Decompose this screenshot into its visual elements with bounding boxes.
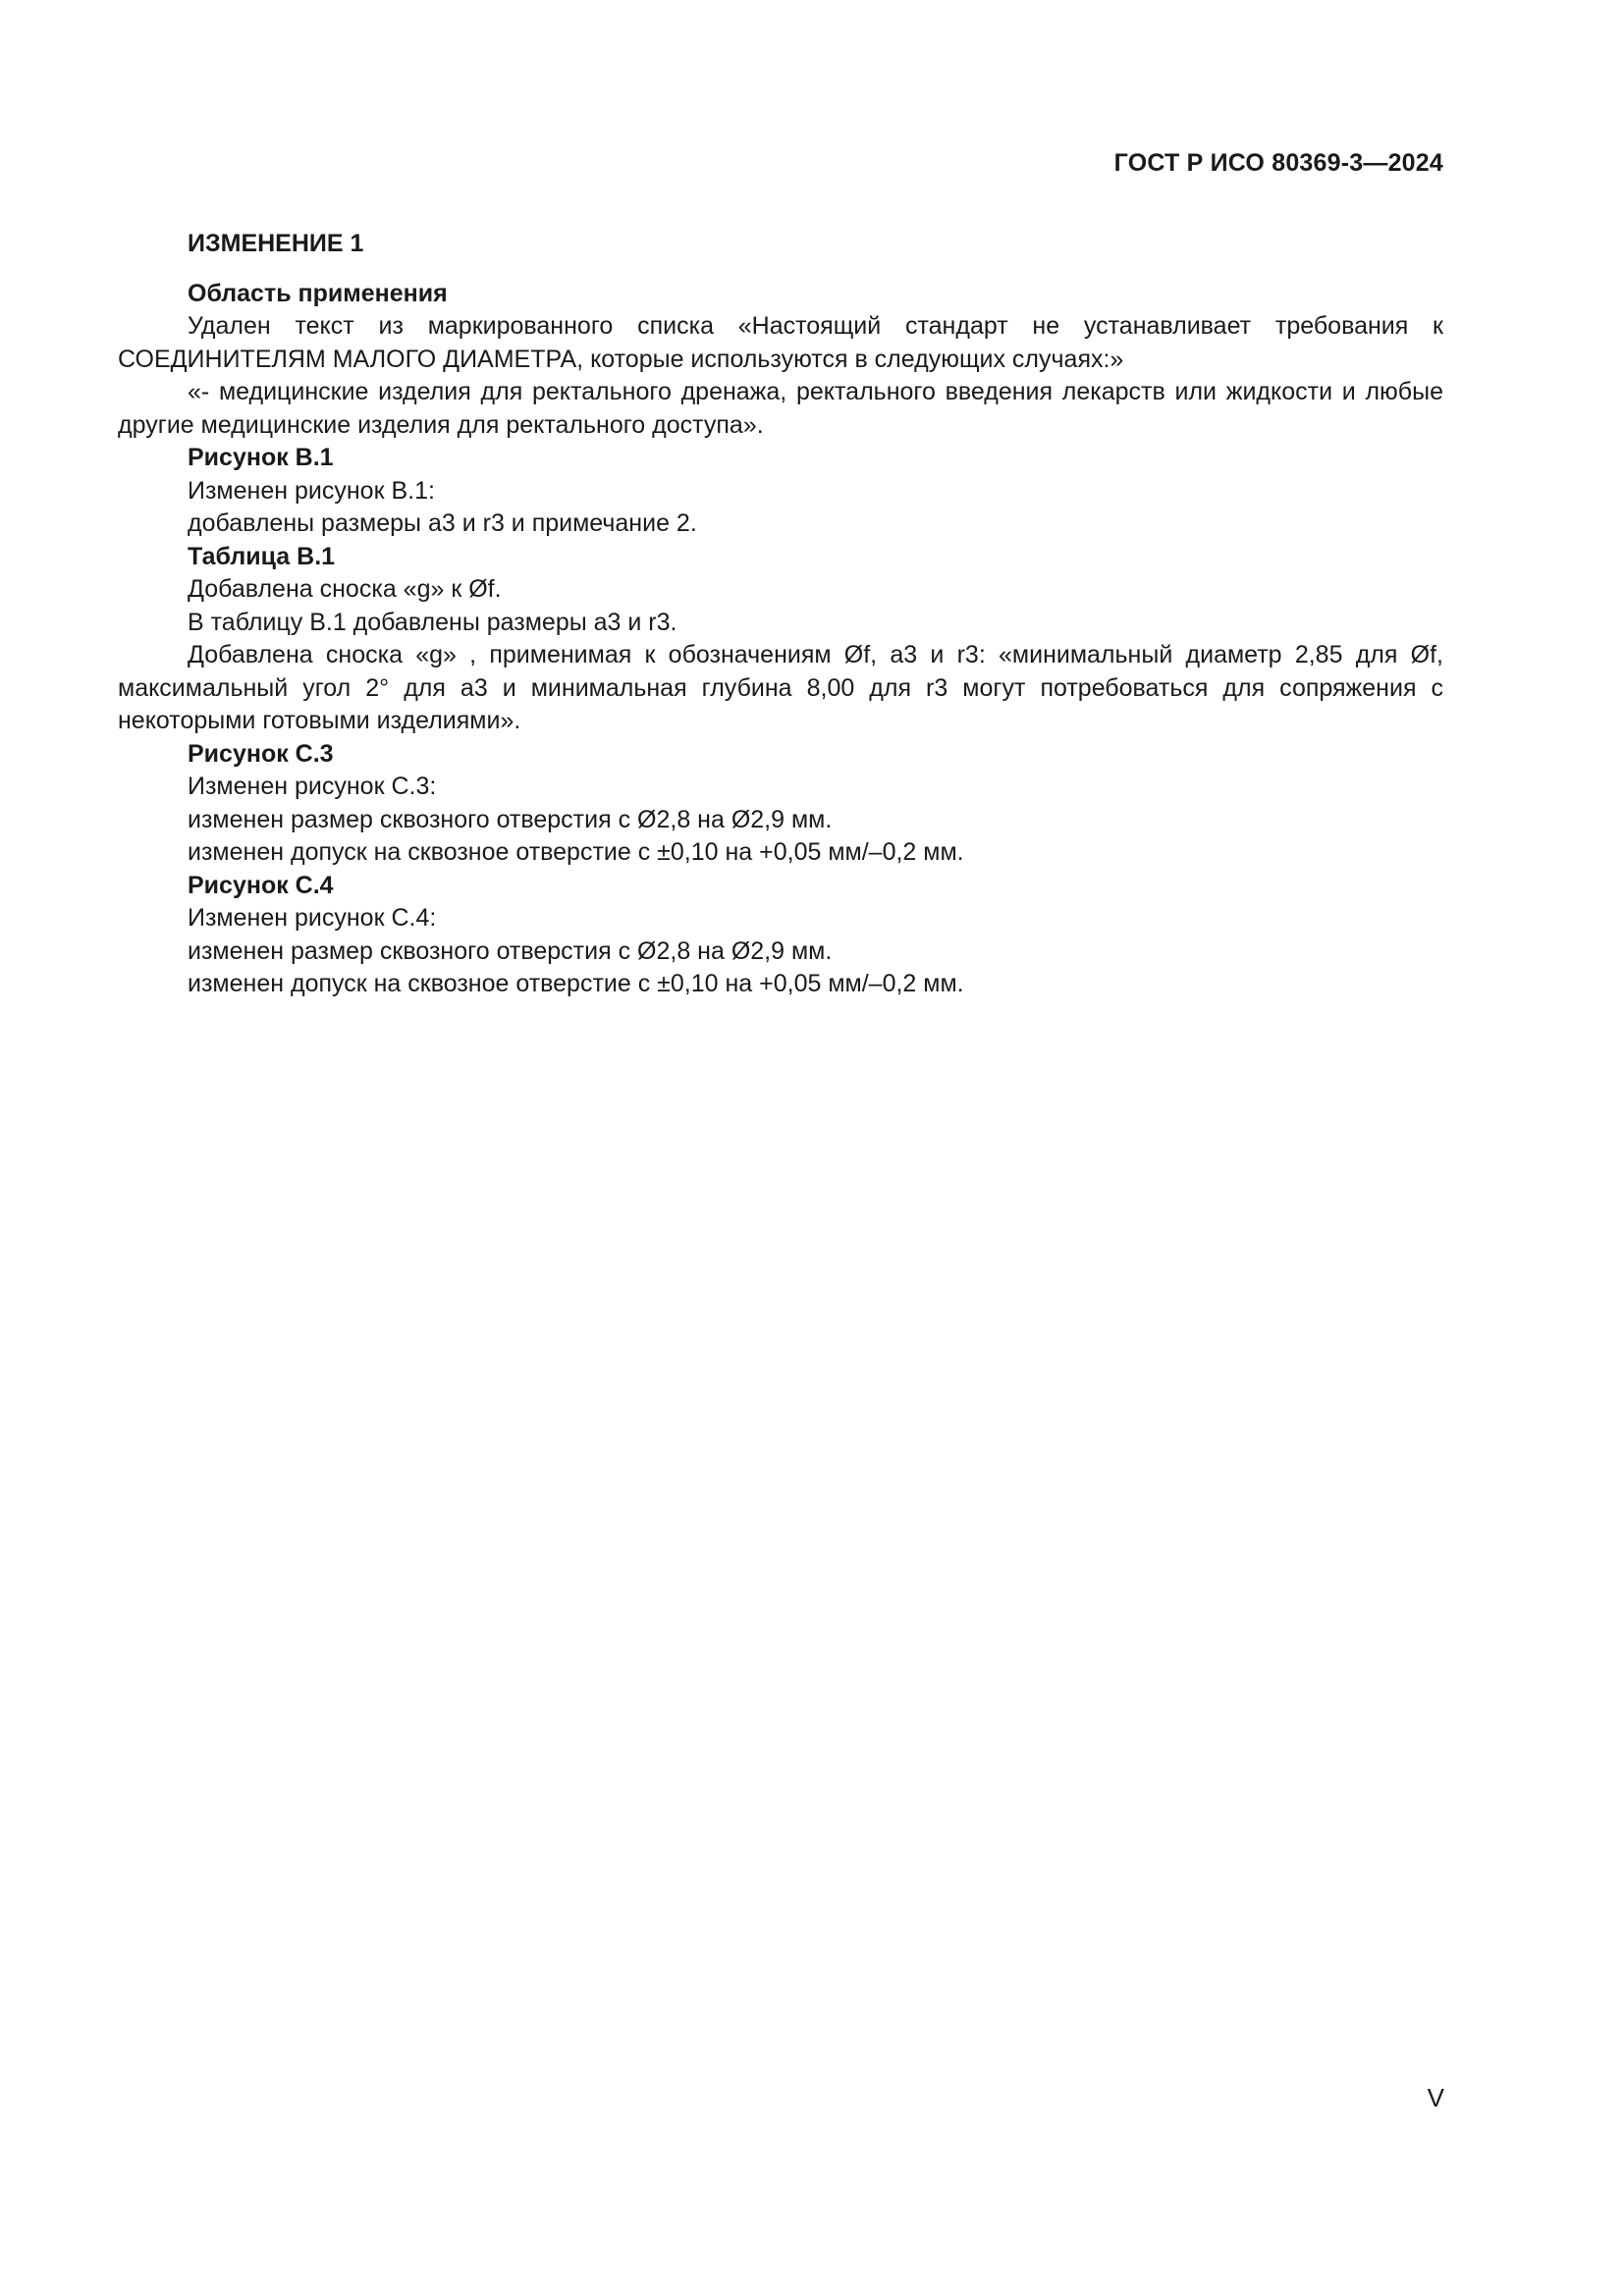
standard-designation: ГОСТ Р ИСО 80369-3—2024: [1113, 149, 1443, 177]
figure-b1-line-2: добавлены размеры а3 и r3 и примечание 2.: [188, 509, 697, 537]
section-heading-table-b1: Таблица В.1: [188, 542, 336, 570]
table-b1-line-2: В таблицу В.1 добавлены размеры а3 и r3.: [188, 608, 677, 636]
figure-c3-line-3: изменен допуск на сквозное отверстие с ±0,10 на +0,05 мм/–0,2 мм.: [188, 838, 964, 866]
amendment-title: ИЗМЕНЕНИЕ 1: [188, 230, 364, 257]
table-b1-line-1: Добавлена сноска «g» к Øf.: [188, 575, 502, 603]
scope-paragraph-1: Удален текст из маркированного списка «Настоящий стандарт не устанавливает требования к СОЕДИНИТЕЛЯМ МАЛОГО ДИАМЕТРА, которые используются в следующих случаях:»: [118, 312, 1443, 373]
section-heading-figure-c4: Рисунок С.4: [188, 871, 334, 899]
figure-c4-line-2: изменен размер сквозного отверстия с Ø2,8 на Ø2,9 мм.: [188, 936, 833, 965]
amendment-body: [118, 228, 1443, 1001]
figure-b1-line-1: Изменен рисунок В.1:: [188, 476, 435, 505]
scope-paragraph-2: «- медицинские изделия для ректального дренажа, ректального введения лекарств или жидкости и любые другие медицинские изделия для ректального доступа».: [118, 378, 1443, 439]
figure-c4-line-1: Изменен рисунок С.4:: [188, 904, 437, 932]
figure-c4-line-3: изменен допуск на сквозное отверстие с ±0,10 на +0,05 мм/–0,2 мм.: [188, 970, 964, 997]
section-heading-figure-b1: Рисунок В.1: [188, 444, 334, 471]
page-number: V: [1427, 2083, 1444, 2112]
section-heading-figure-c3: Рисунок С.3: [188, 739, 334, 768]
table-b1-footnote-paragraph: Добавлена сноска «g» , применимая к обозначениям Øf, а3 и r3: «минимальный диаметр 2,85 для Øf, максимальный угол 2° для а3 и минимальная глубина 8,00 для r3 могут потребоваться для сопряжения с некоторыми готовыми изделиями».: [118, 641, 1443, 734]
figure-c3-line-1: Изменен рисунок С.3:: [188, 773, 437, 800]
section-heading-scope: Область применения: [188, 279, 448, 307]
figure-c3-line-2: изменен размер сквозного отверстия с Ø2,8 на Ø2,9 мм.: [188, 805, 833, 833]
